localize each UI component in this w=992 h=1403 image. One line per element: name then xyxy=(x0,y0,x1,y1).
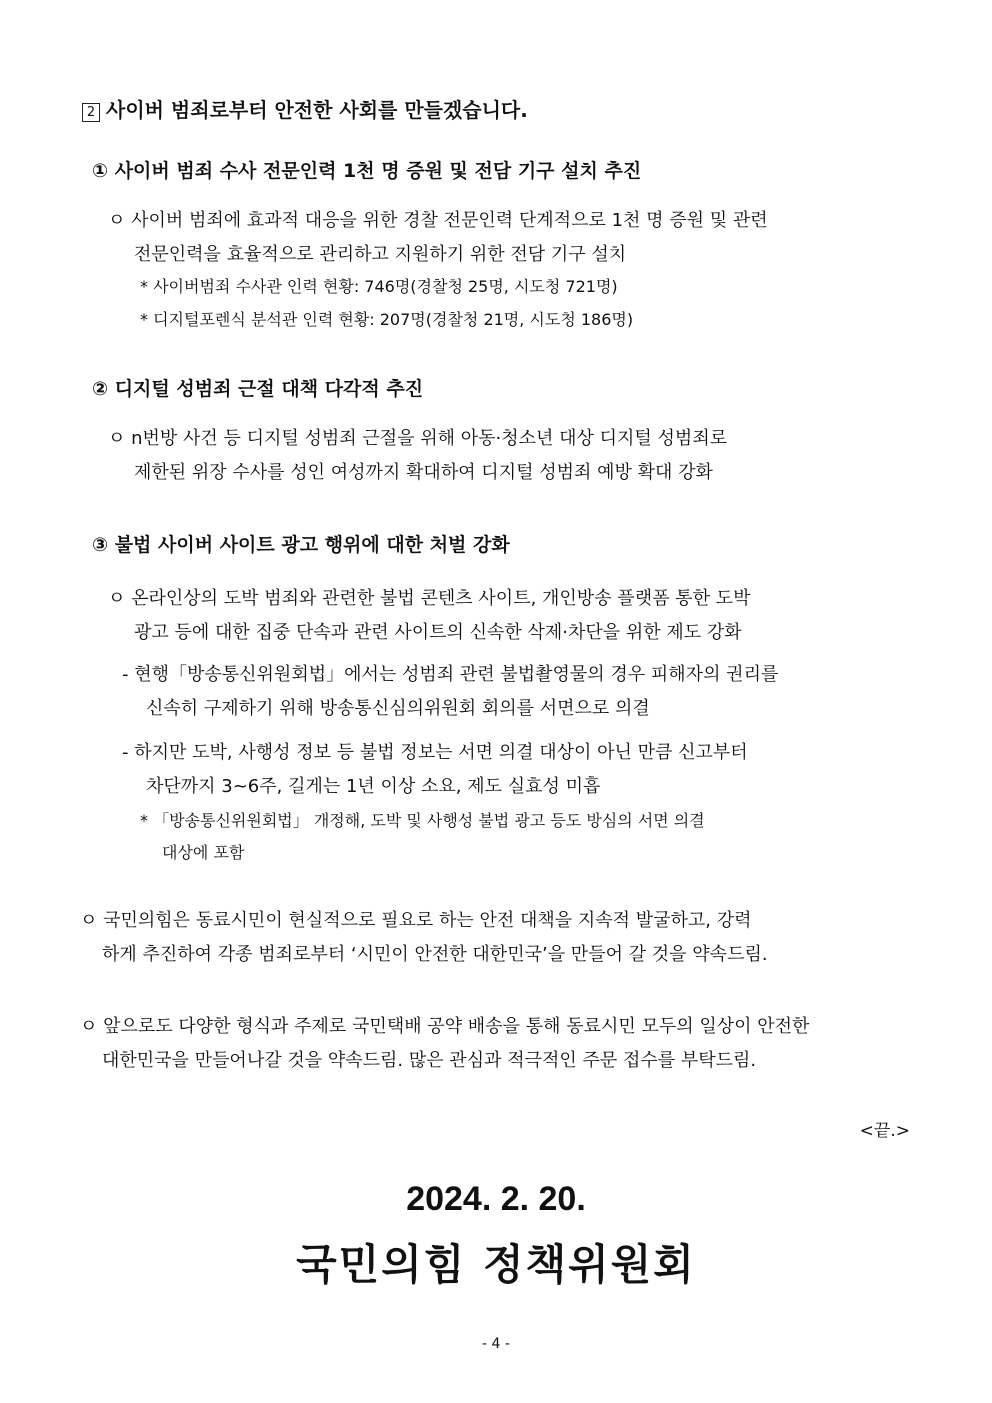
closing-1-line-1: ㅇ 국민의힘은 동료시민이 현실적으로 필요로 하는 안전 대책을 지속적 발굴하고, 강력 xyxy=(80,910,752,931)
page-number: - 4 - xyxy=(482,1336,510,1352)
closing-2-line-1: ㅇ 앞으로도 다양한 형식과 주제로 국민택배 공약 배송을 통해 동료시민 모두의 일상이 안전한 xyxy=(80,1016,810,1037)
item-3-heading: ③ 불법 사이버 사이트 광고 행위에 대한 처벌 강화 xyxy=(92,534,510,556)
section-number: 2 xyxy=(82,103,100,122)
item-2-heading: ② 디지털 성범죄 근절 대책 다각적 추진 xyxy=(92,378,424,400)
item-3-line-2: 광고 등에 대한 집중 단속과 관련 사이트의 신속한 삭제·차단을 위한 제도 강화 xyxy=(134,622,742,643)
closing-1-line-2: 하게 추진하여 각종 범죄로부터 ‘시민이 안전한 대한민국’을 만들어 갈 것을 약속드림. xyxy=(102,944,768,965)
item-3-dash-2: - 하지만 도박, 사행성 정보 등 불법 정보는 서면 의결 대상이 아닌 만큼 신고부터 xyxy=(122,742,748,763)
item-1-line-2: 전문인력을 효율적으로 관리하고 지원하기 위한 전담 기구 설치 xyxy=(134,244,627,265)
item-3-note-1-cont: 대상에 포함 xyxy=(162,843,245,862)
closing-2-line-2: 대한민국을 만들어나갈 것을 약속드림. 많은 관심과 적극적인 주문 접수를 부탁드림. xyxy=(102,1050,757,1071)
end-mark: <끝.> xyxy=(859,1121,910,1141)
item-2-line-2: 제한된 위장 수사를 성인 여성까지 확대하여 디지털 성범죄 예방 확대 강화 xyxy=(134,462,713,483)
item-3-dash-1: - 현행「방송통신위원회법」에서는 성범죄 관련 불법촬영물의 경우 피해자의 권리를 xyxy=(122,664,779,685)
item-1-note-1: * 사이버범죄 수사관 인력 현황: 746명(경찰청 25명, 시도청 721명) xyxy=(140,277,618,296)
section-title: 사이버 범죄로부터 안전한 사회를 만들겠습니다. xyxy=(106,98,528,122)
item-3-dash-1-cont: 신속히 구제하기 위해 방송통신심의위원회 회의를 서면으로 의결 xyxy=(146,698,650,719)
item-3-note-1: * 「방송통신위원회법」 개정해, 도박 및 사행성 불법 광고 등도 방심의 서면 의결 xyxy=(140,811,705,830)
item-1-heading: ① 사이버 범죄 수사 전문인력 1천 명 증원 및 전담 기구 설치 추진 xyxy=(92,160,642,182)
section-heading xyxy=(82,94,528,123)
item-1-line-1: ㅇ 사이버 범죄에 효과적 대응을 위한 경찰 전문인력 단계적으로 1천 명 증원 및 관련 xyxy=(108,210,768,231)
organization-name: 국민의힘 정책위원회 xyxy=(296,1240,696,1289)
item-3-line-1: ㅇ 온라인상의 도박 범죄와 관련한 불법 콘텐츠 사이트, 개인방송 플랫폼 통한 도박 xyxy=(108,588,751,609)
item-1-note-2: * 디지털포렌식 분석관 인력 현황: 207명(경찰청 21명, 시도청 186명) xyxy=(140,310,634,329)
item-3-dash-2-cont: 차단까지 3~6주, 길게는 1년 이상 소요, 제도 실효성 미흡 xyxy=(146,776,601,797)
item-2-line-1: ㅇ n번방 사건 등 디지털 성범죄 근절을 위해 아동·청소년 대상 디지털 성범죄로 xyxy=(108,428,728,449)
release-date: 2024. 2. 20. xyxy=(406,1180,586,1218)
